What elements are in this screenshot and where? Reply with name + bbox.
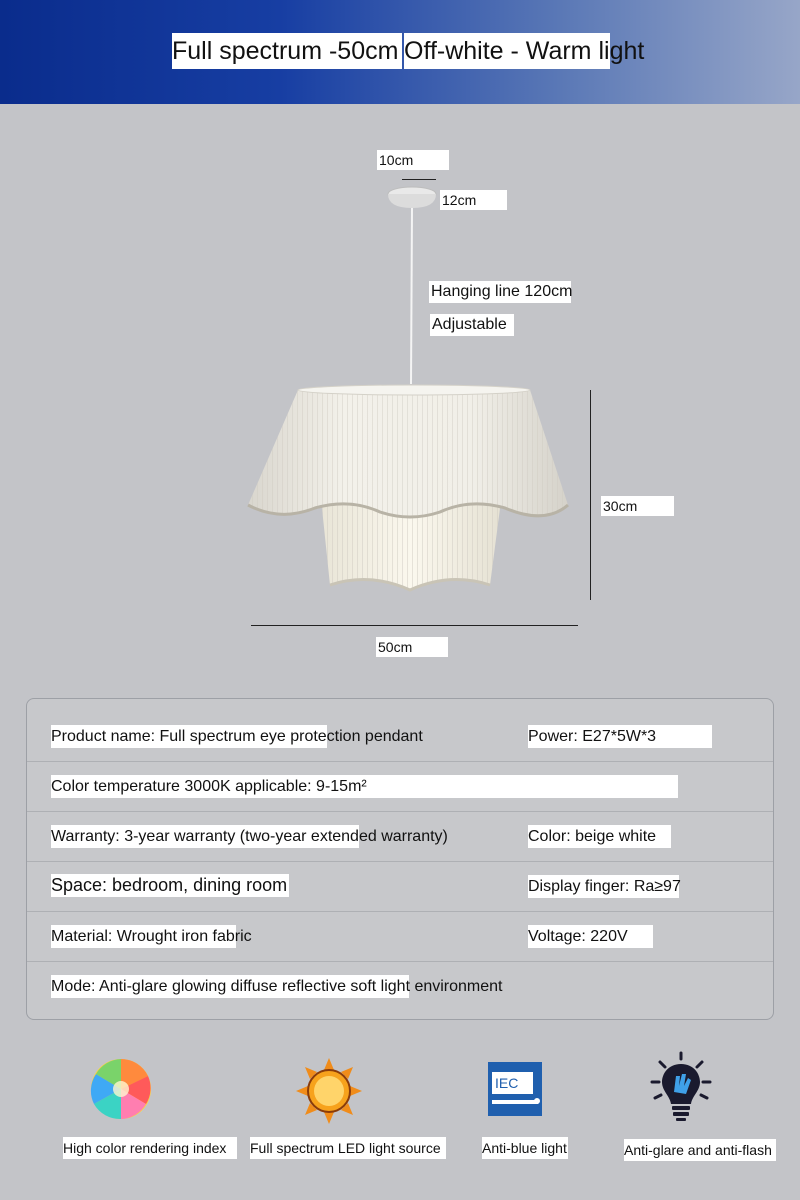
spec-material: Material: Wrought iron fabric — [51, 925, 236, 948]
width-label: 50cm — [376, 637, 448, 657]
spec-warranty: Warranty: 3-year warranty (two-year extended warranty) — [51, 825, 359, 848]
spec-power: Power: E27*5W*3 — [528, 725, 712, 748]
pendant-lamp-illustration — [240, 140, 600, 630]
hand-bulb-icon — [648, 1050, 714, 1122]
spec-row — [27, 761, 773, 812]
spec-voltage: Voltage: 220V — [528, 925, 653, 948]
sun-icon — [296, 1058, 362, 1124]
feature-label: Anti-glare and anti-flash — [624, 1139, 776, 1161]
canopy-width-line — [402, 179, 436, 180]
spec-row — [27, 811, 773, 862]
spec-mode: Mode: Anti-glare glowing diffuse reflective soft light environment — [51, 975, 409, 998]
specifications-table — [26, 698, 774, 1020]
iec-badge-icon — [488, 1062, 542, 1116]
height-label: 30cm — [601, 496, 674, 516]
spec-row — [27, 961, 773, 1011]
canopy-height-label: 12cm — [440, 190, 507, 210]
adjustable-label: Adjustable — [430, 314, 514, 336]
spec-row — [27, 911, 773, 962]
feature-label: Full spectrum LED light source — [250, 1137, 446, 1159]
color-wheel-icon — [88, 1056, 154, 1122]
height-dimension-line — [590, 390, 591, 600]
spec-color-temperature: Color temperature 3000K applicable: 9-15m² — [51, 775, 678, 798]
hanging-line-label: Hanging line 120cm — [429, 281, 571, 303]
feature-label: High color rendering index — [63, 1137, 237, 1159]
spec-space: Space: bedroom, dining room — [51, 875, 288, 895]
width-dimension-line — [251, 625, 578, 626]
spec-product-name: Product name: Full spectrum eye protection pendant — [51, 725, 327, 748]
iec-badge-text: IEC — [492, 1072, 533, 1094]
spec-row — [27, 711, 773, 762]
variant-size-label: Full spectrum -50cm — [172, 33, 402, 69]
feature-label: Anti-blue light — [482, 1137, 568, 1159]
variant-color-label: Off-white - Warm light — [404, 33, 610, 69]
header-banner — [0, 0, 800, 104]
spec-color: Color: beige white — [528, 825, 671, 848]
canopy-width-label: 10cm — [377, 150, 449, 170]
spec-display-finger: Display finger: Ra≥97 — [528, 875, 679, 898]
spec-row — [27, 861, 773, 912]
